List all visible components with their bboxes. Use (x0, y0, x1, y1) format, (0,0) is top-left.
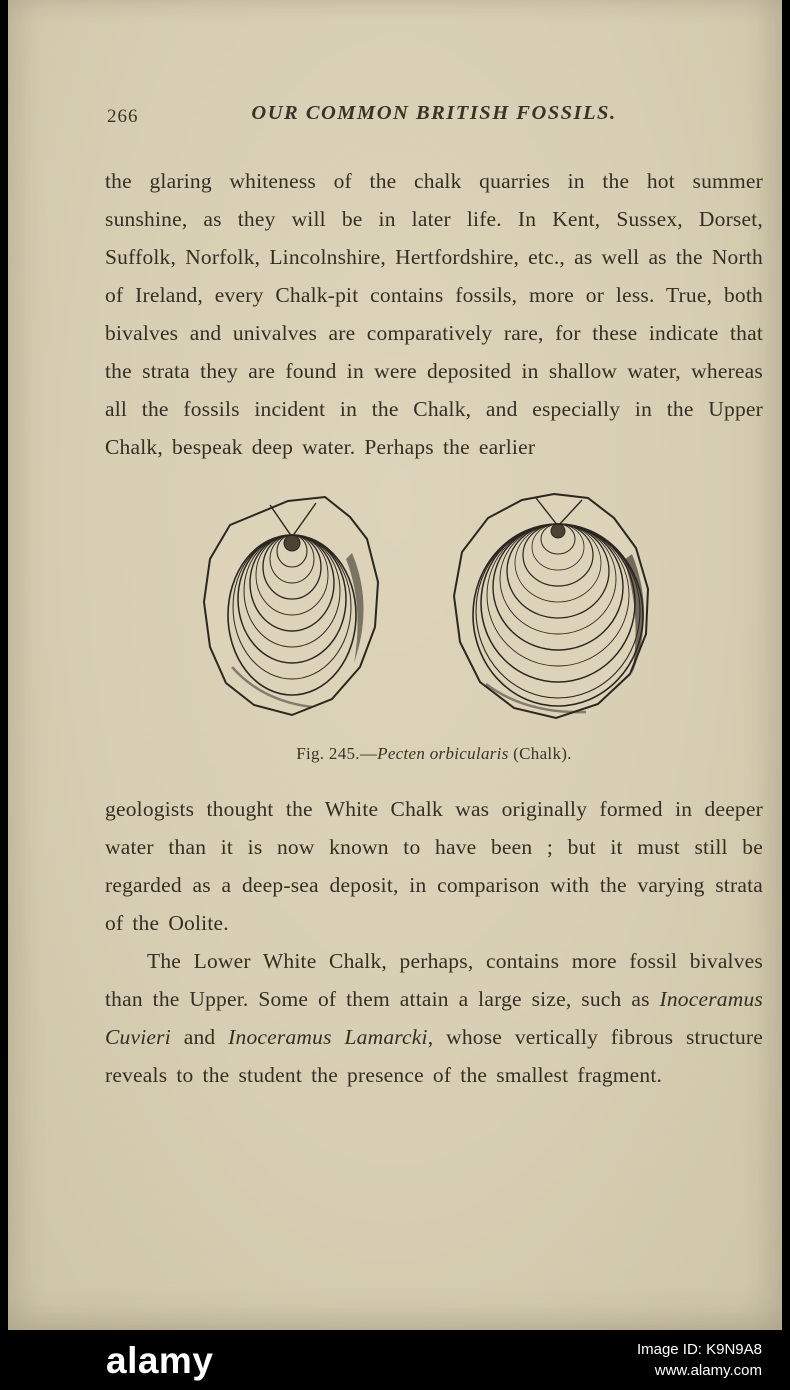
paragraph-3-species-2: Inoceramus Lamarcki (228, 1025, 428, 1049)
figure-caption-species: Pecten orbicularis (377, 744, 509, 763)
paragraph-2: geologists thought the White Chalk was originally formed in deeper water than it is now known to have been ; but it must still be regarded as a deep-sea deposit, in comparison with the varying strata of the Oolite. (105, 797, 763, 935)
paragraph-1: the glaring whiteness of the chalk quarries in the hot summer sunshine, as they will be in later life. In Kent, Sussex, Dorset, Suffolk, Norfolk, Lincolnshire, Hertfordshire, etc., as well as the North of Ireland, every Chalk-pit contains fossils, more or less. True, both bivalves and univalves are comparatively rare, for these indicate that the strata they are found in were deposited in shallow water, whereas all the fossils incident in the Chalk, and especially in the Upper Chalk, bespeak deep water. Perhaps the earlier (105, 169, 763, 459)
paragraph-3-species-1: Inoceramus Cuvieri (105, 987, 763, 1049)
watermark-info (637, 1339, 762, 1381)
figure-245 (105, 484, 763, 764)
paragraph-3 (105, 942, 763, 1094)
image-id-label: Image ID: K9N9A8 (636, 1341, 762, 1358)
running-title: OUR COMMON BRITISH FOSSILS. (251, 102, 617, 124)
figure-caption-suffix: (Chalk). (508, 744, 572, 763)
right-fossil-shell-engraving (436, 484, 676, 734)
alamy-url: www.alamy.com (654, 1362, 762, 1379)
figure-caption (105, 744, 763, 764)
figure-caption-prefix: Fig. 245.— (296, 744, 378, 763)
shell-illustrations (105, 484, 763, 734)
paragraph-3-text-a: The Lower White Chalk, perhaps, contains more fossil bivalves than the Upper. Some of them attain a large size, such as (105, 949, 763, 1011)
alamy-logo: alamy (106, 1339, 214, 1381)
alamy-watermark-bar (0, 1330, 790, 1390)
paragraph-3-text-c: , whose vertically fibrous structure reveals to the student the presence of the smallest fragment. (105, 1025, 764, 1087)
paragraph-3-text-b: and (170, 1025, 229, 1049)
left-fossil-shell-engraving (192, 487, 392, 732)
page-number: 266 (107, 106, 139, 127)
page-text-block (105, 100, 763, 1094)
book-page (8, 0, 782, 1330)
page-header (105, 100, 763, 144)
